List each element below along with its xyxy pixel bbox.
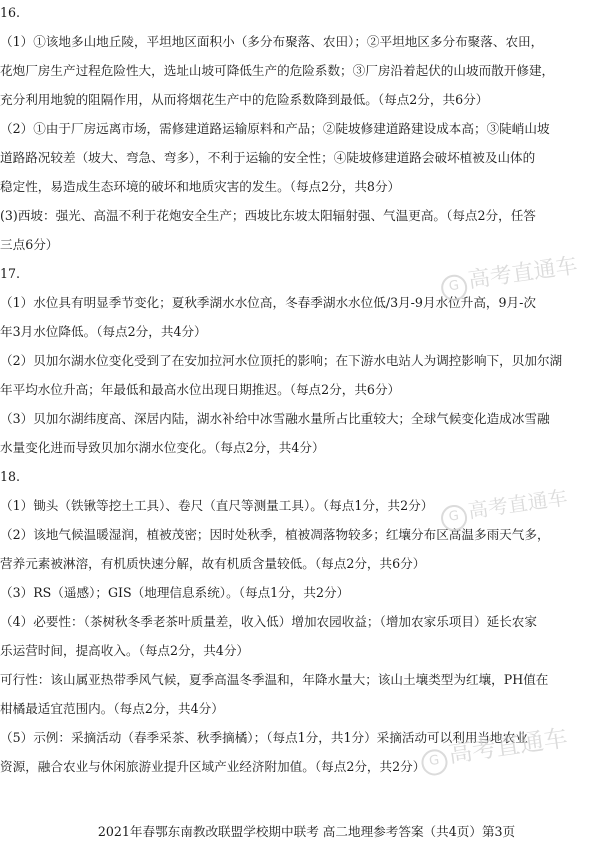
answer-line: 可行性：该山属亚热带季风气候，夏季高温冬季温和，年降水量大；该山土壤类型为红壤，PH值在 [0, 672, 549, 687]
answer-line: 稳定性，易造成生态环境的破坏和地质灾害的发生。（每点2分，共8分） [0, 179, 401, 194]
answer-line: （1）水位具有明显季节变化；夏秋季湖水水位高，冬春季湖水水位低/3月-9月水位升高，9月-次 [0, 295, 536, 310]
question-17-heading: 17. [0, 266, 21, 281]
answer-line: （2）贝加尔湖水位变化受到了在安加拉河水位顶托的影响；在下游水电站人为调控影响下，贝加尔湖 [0, 353, 563, 368]
answer-line: 资源，融合农业与休闲旅游业提升区域产业经济附加值。（每点2分，共2分） [0, 759, 426, 774]
answer-line: 水量变化进而导致贝加尔湖水位变化。（每点2分，共4分） [0, 440, 325, 455]
watermark: G 高考直通车 [438, 481, 569, 532]
answer-line: （2）该地气候温暖湿润，植被茂密；因时处秋季，植被凋落物较多；红壤分布区高温多雨天气多， [0, 527, 550, 542]
answer-line: 三点6分） [0, 237, 59, 252]
question-16-heading: 16. [0, 5, 21, 20]
watermark-logo-icon: G [420, 748, 449, 777]
watermark: G 高考直通车 [418, 718, 570, 777]
answer-line: （3）贝加尔湖纬度高、深居内陆，湖水补给中冰雪融水量所占比重较大；全球气候变化造成冰雪融 [0, 411, 550, 426]
watermark-logo-icon: G [439, 273, 468, 302]
answer-line: （1）①该地多山地丘陵，平坦地区面积小（多分布聚落、农田）；②平坦地区多分布聚落、农田， [0, 34, 544, 49]
answer-line: 营养元素被淋溶，有机质快速分解，故有机质含量较低。（每点2分，共6分） [0, 556, 426, 571]
answer-line: （4）必要性：（茶树秋冬季老茶叶质量差，收入低）增加农园收益；（增加农家乐项目）延长农家 [0, 614, 537, 629]
answer-line: (3)西坡：强光、高温不利于花炮安全生产；西坡比东坡太阳辐射强、气温更高。（每点2分，任答 [0, 208, 536, 223]
answer-line: （2）①由于厂房远离市场，需修建道路运输原料和产品；②陡坡修建道路建设成本高；③陡峭山坡 [0, 121, 550, 136]
question-18-heading: 18. [0, 469, 21, 484]
watermark: G 高考直通车 [438, 249, 580, 303]
watermark-logo-icon: G [439, 503, 468, 532]
answer-line: （5）示例：采摘活动（春季采茶、秋季摘橘）；（每点1分，共1分）采摘活动可以利用当地农业 [0, 730, 528, 745]
answer-line: 乐运营时间，提高收入。（每点2分，共4分） [0, 643, 250, 658]
answer-line: 道路路况较差（坡大、弯急、弯多），不利于运输的安全性；④陡坡修建道路会破坏植被及山体的 [0, 150, 536, 165]
page-footer: 2021年春鄂东南教改联盟学校期中联考 高二地理参考答案（共4页）第3页 [97, 824, 516, 839]
answer-line: 花炮厂房生产过程危险性大，选址山坡可降低生产的危险系数；③厂房沿着起伏的山坡而散开修建， [0, 63, 555, 78]
answer-line: （1）锄头（铁锹等挖土工具）、卷尺（直尺等测量工具）。（每点1分，共2分） [0, 498, 434, 513]
answer-line: 充分利用地貌的阻隔作用，从而将烟花生产中的危险系数降到最低。（每点2分，共6分） [0, 92, 489, 107]
answer-line: 柑橘最适宜范围内。（每点2分，共4分） [0, 701, 224, 716]
answer-line: （3）RS（遥感）；GIS（地理信息系统）。（每点1分，共2分） [0, 585, 350, 600]
answer-line: 年平均水位升高；年最低和最高水位出现日期推迟。（每点2分，共6分） [0, 382, 401, 397]
answer-line: 年3月水位降低。（每点2分，共4分） [0, 324, 207, 339]
